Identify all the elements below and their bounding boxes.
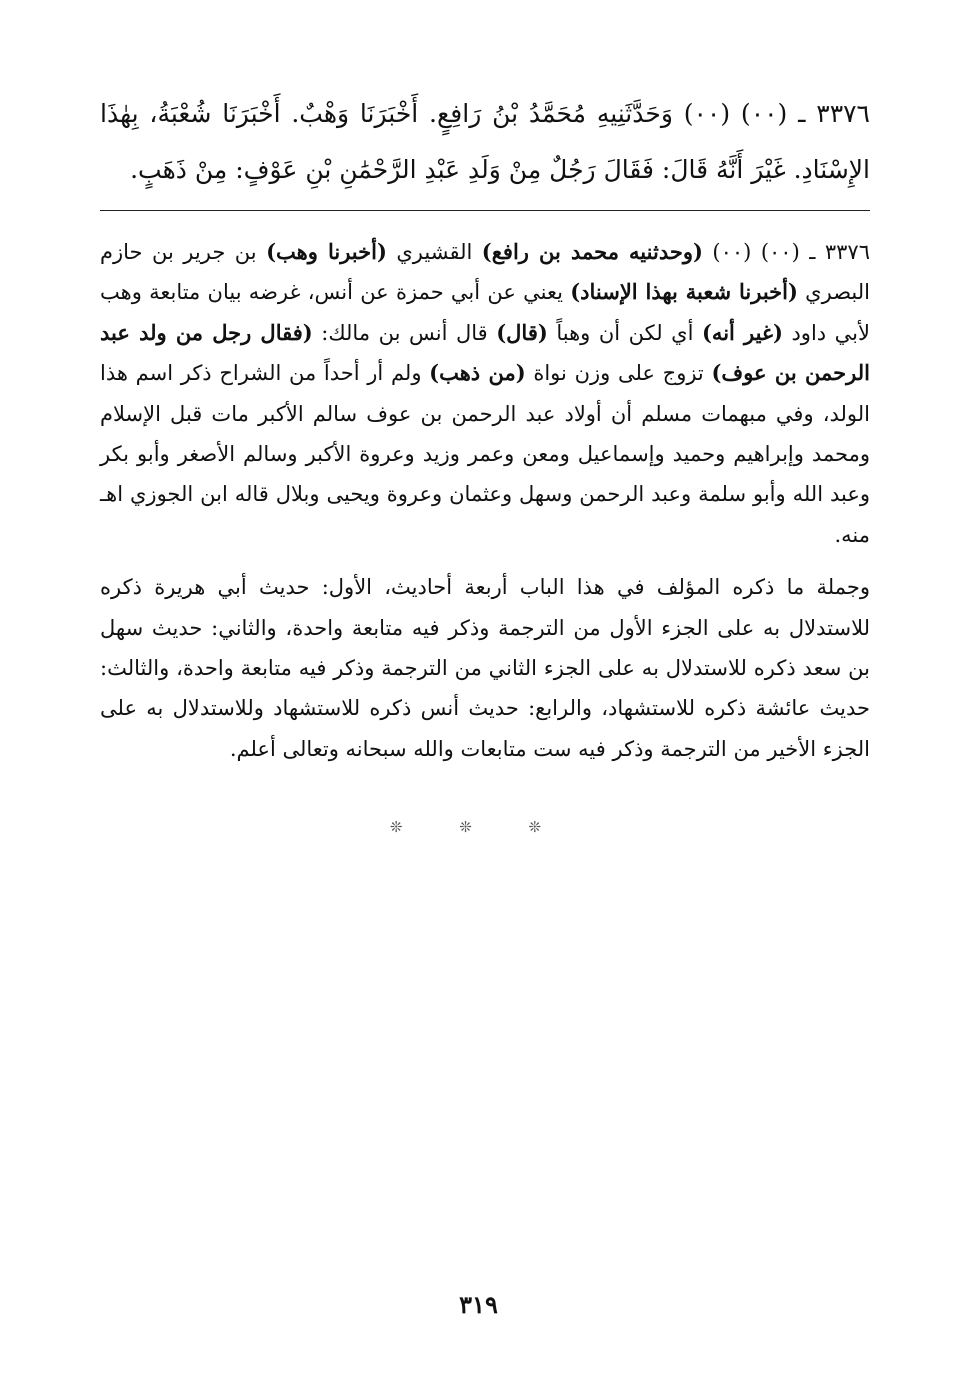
segment: ٣٣٧٦ ـ (٠٠) (٠٠)	[702, 240, 870, 264]
segment-bold: (أخبرنا وهب)	[266, 239, 387, 264]
segment: القشيري	[386, 240, 482, 264]
section-separator-stars: ❊ ❊ ❊	[389, 818, 568, 836]
segment-bold: (قال)	[496, 319, 548, 345]
segment-bold: (من ذهب)	[429, 360, 526, 386]
segment: بن جرير بن حازم البصري	[100, 240, 870, 305]
commentary	[100, 232, 870, 769]
segment: قال أنس بن مالك:	[312, 320, 497, 345]
segment-bold: (أخبرنا شعبة بهذا الإسناد)	[570, 279, 798, 305]
segment: تزوج على وزن نواة	[525, 361, 712, 386]
hadith-text: ٣٣٧٦ ـ (٠٠) (٠٠) وَحَدَّثَنِيهِ مُحَمَّدُ بْنُ رَافِعٍ. أَخْبَرَنَا وَهْبٌ. أَخْبَرَنَا شُعْبَةُ، بِهٰذَا الإِسْنَادِ. غَيْرَ أَنَّهُ قَالَ: فَقَالَ رَجُلٌ مِنْ وَلَدِ عَبْدِ الرَّحْمَٰنِ بْنِ عَوْفٍ: مِنْ ذَهَبٍ.	[100, 99, 870, 184]
segment: يعني عن أبي حمزة عن أنس، غرضه بيان متابعة وهب لأبي داود	[100, 280, 870, 345]
segment: ولم أر أحداً من الشراح ذكر اسم هذا الولد، وفي مبهمات مسلم أن أولاد عبد الرحمن بن عوف سالم الأكبر مات قبل الإسلام ومحمد وإبراهيم وحميد وإسماعيل ومعن وعمر وزيد وعروة الأكبر وسالم الأصغر وأبو بكر وعبد الله وأبو سلمة وعبد الرحمن وسهل وعثمان وعروة ويحيى وبلال قاله ابن الجوزي اهـ منه.	[100, 361, 870, 547]
page-number: ٣١٩	[459, 1290, 498, 1319]
footnote-divider	[100, 210, 870, 211]
segment: أي لكن أن وهباً	[547, 320, 702, 345]
commentary-paragraph-1	[100, 232, 870, 555]
segment-bold: (غير أنه)	[702, 319, 783, 345]
segment-bold: (فقال رجل من ولد عبد الرحمن بن عوف)	[100, 319, 870, 386]
commentary-paragraph-2: وجملة ما ذكره المؤلف في هذا الباب أربعة أحاديث، الأول: حديث أبي هريرة ذكره للاستدلال به على الجزء الأول من الترجمة وذكر فيه متابعة واحدة، والثاني: حديث سهل بن سعد ذكره للاستدلال به على الجزء الثاني من الترجمة وذكر فيه متابعة واحدة، والثالث: حديث عائشة ذكره للاستشهاد، والرابع: حديث أنس ذكره للاستشهاد وللاستدلال به على الجزء الأخير من الترجمة وذكر فيه ست متابعات والله سبحانه وتعالى أعلم.	[100, 575, 870, 761]
segment-bold: (وحدثنيه محمد بن رافع)	[481, 239, 703, 264]
